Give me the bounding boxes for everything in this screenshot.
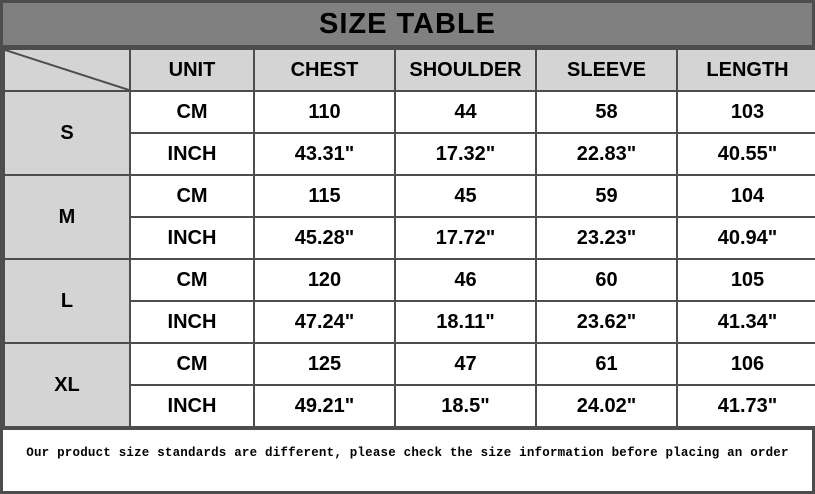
shoulder-value: 17.72" [395, 217, 536, 259]
shoulder-value: 45 [395, 175, 536, 217]
unit-cell: INCH [130, 217, 254, 259]
length-value: 40.55" [677, 133, 815, 175]
column-header-sleeve: SLEEVE [536, 49, 677, 91]
length-value: 106 [677, 343, 815, 385]
length-value: 41.73" [677, 385, 815, 427]
column-header-unit: UNIT [130, 49, 254, 91]
unit-cell: CM [130, 175, 254, 217]
chest-value: 43.31" [254, 133, 395, 175]
length-value: 41.34" [677, 301, 815, 343]
shoulder-value: 17.32" [395, 133, 536, 175]
unit-cell: CM [130, 91, 254, 133]
chest-value: 45.28" [254, 217, 395, 259]
chest-value: 120 [254, 259, 395, 301]
table-row [4, 175, 815, 217]
table-header-row [4, 49, 815, 91]
sleeve-value: 24.02" [536, 385, 677, 427]
column-header-chest: CHEST [254, 49, 395, 91]
diagonal-split-icon [4, 49, 130, 91]
footer-note [3, 428, 812, 476]
shoulder-value: 47 [395, 343, 536, 385]
length-value: 105 [677, 259, 815, 301]
unit-cell: CM [130, 343, 254, 385]
unit-cell: INCH [130, 385, 254, 427]
shoulder-value: 18.5" [395, 385, 536, 427]
unit-cell: CM [130, 259, 254, 301]
footer-note-text: Our product size standards are different, please check the size information before placing an order [26, 446, 789, 460]
table-row [4, 343, 815, 385]
sleeve-value: 23.62" [536, 301, 677, 343]
column-header-shoulder: SHOULDER [395, 49, 536, 91]
chest-value: 47.24" [254, 301, 395, 343]
shoulder-value: 46 [395, 259, 536, 301]
table-row [4, 259, 815, 301]
page-title: SIZE TABLE [318, 7, 497, 40]
sleeve-value: 59 [536, 175, 677, 217]
chest-value: 110 [254, 91, 395, 133]
unit-cell: INCH [130, 133, 254, 175]
size-label-xl: XL [4, 343, 130, 427]
title-bar [3, 3, 812, 48]
length-value: 104 [677, 175, 815, 217]
sleeve-value: 22.83" [536, 133, 677, 175]
sleeve-value: 58 [536, 91, 677, 133]
table-row [4, 91, 815, 133]
column-header-length: LENGTH [677, 49, 815, 91]
sleeve-value: 60 [536, 259, 677, 301]
size-label-m: M [4, 175, 130, 259]
size-label-s: S [4, 91, 130, 175]
chest-value: 115 [254, 175, 395, 217]
size-label-l: L [4, 259, 130, 343]
shoulder-value: 18.11" [395, 301, 536, 343]
unit-cell: INCH [130, 301, 254, 343]
sleeve-value: 61 [536, 343, 677, 385]
size-table [3, 48, 815, 428]
sleeve-value: 23.23" [536, 217, 677, 259]
chest-value: 125 [254, 343, 395, 385]
shoulder-value: 44 [395, 91, 536, 133]
length-value: 40.94" [677, 217, 815, 259]
chest-value: 49.21" [254, 385, 395, 427]
length-value: 103 [677, 91, 815, 133]
